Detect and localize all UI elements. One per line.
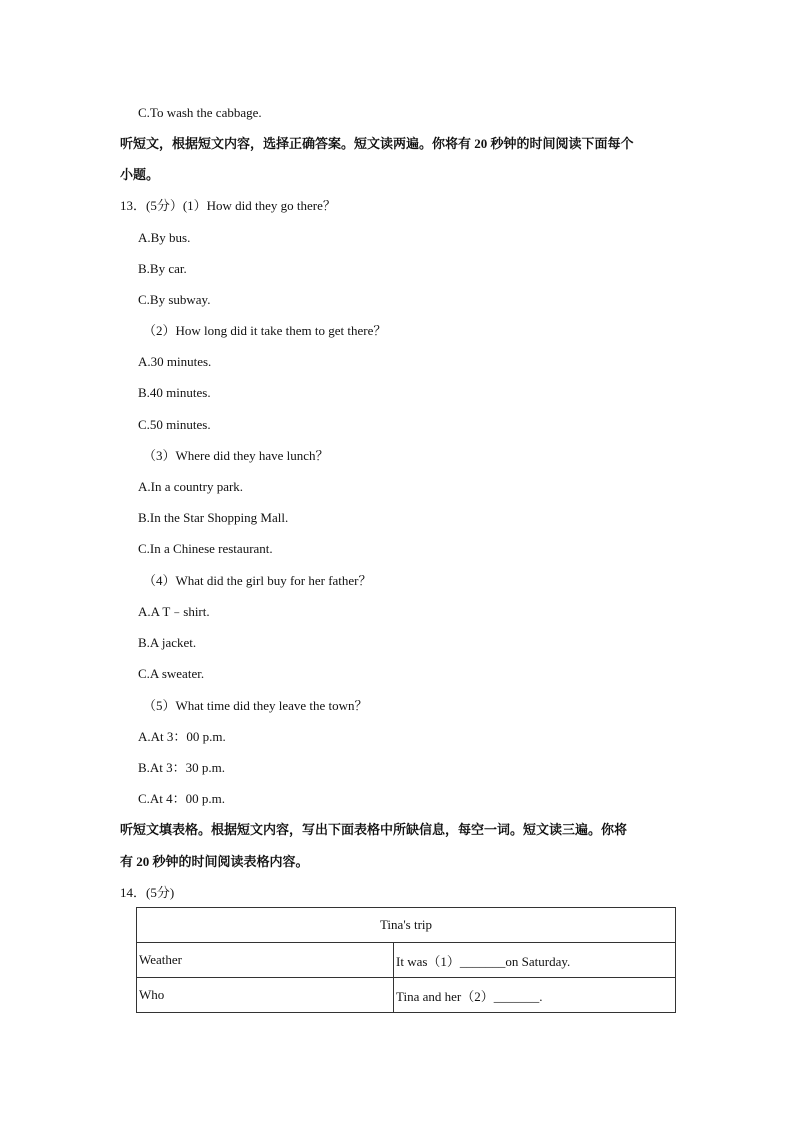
q13-4-question: （4）What did the girl buy for her father？ bbox=[143, 573, 372, 588]
q13-4-option-b: B.A jacket. bbox=[138, 635, 197, 650]
trip-table bbox=[136, 907, 676, 1013]
q13-1-option-c: C.By subway. bbox=[138, 292, 211, 307]
q13-2-option-a: A.30 minutes. bbox=[138, 354, 212, 369]
section2-instructions-line2: 有 20 秒钟的时间阅读表格内容。 bbox=[120, 854, 309, 869]
table-row bbox=[137, 978, 676, 1013]
q13-header: 13．(5分）(1）How did they go there？ bbox=[120, 198, 336, 213]
q13-2-option-b: B.40 minutes. bbox=[138, 385, 211, 400]
q13-2-option-c: C.50 minutes. bbox=[138, 417, 211, 432]
q13-5-option-c: C.At 4：00 p.m. bbox=[138, 791, 226, 806]
row-label-who: Who bbox=[137, 978, 394, 1013]
row-content-who: Tina and her（2）_______. bbox=[394, 978, 676, 1013]
q13-1-option-b: B.By car. bbox=[138, 261, 187, 276]
q13-1-option-a: A.By bus. bbox=[138, 230, 191, 245]
q13-3-option-c: C.In a Chinese restaurant. bbox=[138, 541, 273, 556]
q13-3-option-b: B.In the Star Shopping Mall. bbox=[138, 510, 289, 525]
row-content-weather: It was（1）_______on Saturday. bbox=[394, 943, 676, 978]
q13-5-option-a: A.At 3：00 p.m. bbox=[138, 729, 226, 744]
table-title-row bbox=[137, 908, 676, 943]
q13-2-question: （2）How long did it take them to get there？ bbox=[143, 323, 387, 338]
section1-instructions-line2: 小题。 bbox=[120, 167, 160, 182]
prev-option-c: C.To wash the cabbage. bbox=[138, 105, 262, 120]
section2-instructions-line1: 听短文填表格。根据短文内容，写出下面表格中所缺信息，每空一词。短文读三遍。你将 bbox=[120, 822, 628, 837]
q13-4-option-c: C.A sweater. bbox=[138, 666, 205, 681]
table-row bbox=[137, 943, 676, 978]
q13-3-question: （3）Where did they have lunch？ bbox=[143, 448, 329, 463]
q13-3-option-a: A.In a country park. bbox=[138, 479, 244, 494]
table-title: Tina's trip bbox=[137, 908, 676, 943]
q13-4-option-a: A.A T﹣shirt. bbox=[138, 604, 210, 619]
q13-5-option-b: B.At 3：30 p.m. bbox=[138, 760, 226, 775]
q14-header: 14．(5分) bbox=[120, 885, 175, 900]
q13-5-question: （5）What time did they leave the town？ bbox=[143, 698, 368, 713]
section1-instructions-line1: 听短文，根据短文内容，选择正确答案。短文读两遍。你将有 20 秒钟的时间阅读下面每个 bbox=[120, 136, 634, 151]
row-label-weather: Weather bbox=[137, 943, 394, 978]
